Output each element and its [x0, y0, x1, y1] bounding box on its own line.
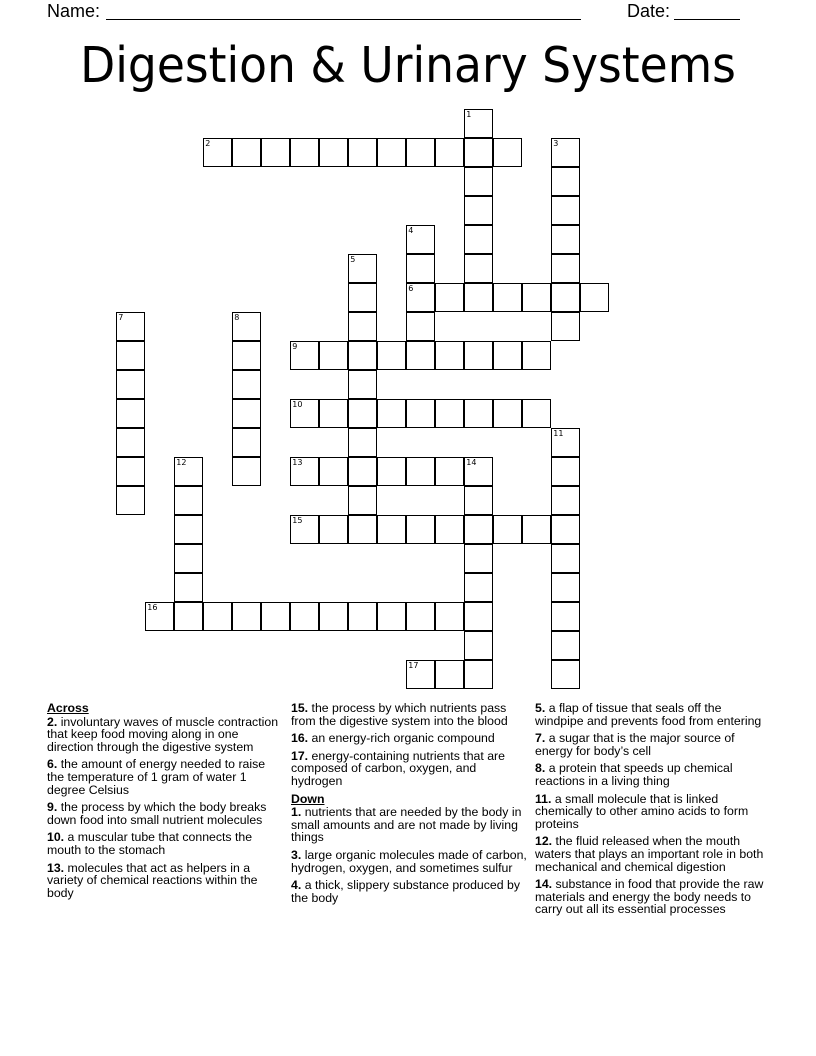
grid-cell[interactable]: [145, 602, 174, 631]
clue-num: 17.: [291, 748, 309, 763]
clue-number: 8: [234, 313, 240, 323]
clue-text: an energy-rich organic compound: [311, 731, 495, 746]
clue-num: 13.: [47, 860, 65, 875]
grid-cell[interactable]: [464, 515, 493, 544]
clue-num: 3.: [291, 847, 302, 862]
clue-num: 11.: [535, 791, 552, 806]
grid-cell[interactable]: [319, 457, 348, 486]
grid-cell[interactable]: [406, 341, 435, 370]
across-clue: [291, 750, 529, 788]
grid-cell[interactable]: [232, 138, 261, 167]
grid-cell[interactable]: [348, 370, 377, 399]
grid-cell[interactable]: [348, 283, 377, 312]
grid-cell[interactable]: [464, 631, 493, 660]
grid-cell[interactable]: [319, 602, 348, 631]
down-clue: [291, 879, 529, 904]
grid-cell[interactable]: [116, 370, 145, 399]
clue-text: the fluid released when the mouth waters that plays an important role in both mechanical and chemical digestion: [535, 834, 764, 874]
clues-column-3: [535, 702, 773, 921]
grid-cell[interactable]: [261, 602, 290, 631]
grid-cell[interactable]: [551, 515, 580, 544]
grid-cell[interactable]: [464, 602, 493, 631]
grid-cell[interactable]: [406, 283, 435, 312]
grid-cell[interactable]: [319, 341, 348, 370]
clue-number: 3: [553, 139, 559, 149]
clue-number: 14: [466, 458, 477, 468]
grid-cell[interactable]: [551, 631, 580, 660]
clue-number: 6: [408, 284, 414, 294]
down-clue: [535, 878, 773, 916]
grid-cell[interactable]: [290, 138, 319, 167]
grid-cell[interactable]: [464, 109, 493, 138]
grid-cell[interactable]: [290, 341, 319, 370]
grid-cell[interactable]: [174, 602, 203, 631]
grid-cell[interactable]: [464, 544, 493, 573]
clue-text: nutrients that are needed by the body in small amounts and are not made by living things: [291, 805, 522, 845]
grid-cell[interactable]: [522, 399, 551, 428]
grid-cell[interactable]: [116, 428, 145, 457]
grid-cell[interactable]: [232, 602, 261, 631]
grid-cell[interactable]: [348, 312, 377, 341]
clue-text: a protein that speeds up chemical reactions in a living thing: [535, 761, 733, 788]
grid-cell[interactable]: [464, 341, 493, 370]
grid-cell[interactable]: [406, 254, 435, 283]
grid-cell[interactable]: [551, 660, 580, 689]
down-clue: [535, 835, 773, 873]
grid-cell[interactable]: [174, 573, 203, 602]
down-clue: [291, 806, 529, 844]
grid-cell[interactable]: [435, 399, 464, 428]
grid-cell[interactable]: [406, 138, 435, 167]
clue-number: 10: [292, 400, 303, 410]
grid-cell[interactable]: [406, 225, 435, 254]
clue-text: a small molecule that is linked chemically to other amino acids to form proteins: [535, 791, 749, 831]
grid-cell[interactable]: [551, 283, 580, 312]
grid-cell[interactable]: [319, 399, 348, 428]
grid-cell[interactable]: [203, 602, 232, 631]
clue-num: 5.: [535, 701, 546, 715]
grid-cell[interactable]: [522, 283, 551, 312]
grid-cell[interactable]: [464, 486, 493, 515]
across-clue: [47, 862, 285, 900]
grid-cell[interactable]: [406, 515, 435, 544]
grid-cell[interactable]: [493, 515, 522, 544]
clue-num: 10.: [47, 830, 65, 845]
clue-number: 12: [176, 458, 187, 468]
grid-cell[interactable]: [406, 602, 435, 631]
grid-cell[interactable]: [174, 486, 203, 515]
grid-cell[interactable]: [116, 341, 145, 370]
grid-cell[interactable]: [319, 515, 348, 544]
grid-cell[interactable]: [551, 602, 580, 631]
grid-cell[interactable]: [203, 138, 232, 167]
grid-cell[interactable]: [377, 138, 406, 167]
clue-text: substance in food that provide the raw materials and energy the body needs to carry out all its essential processes: [535, 877, 764, 917]
grid-cell[interactable]: [464, 660, 493, 689]
grid-cell[interactable]: [551, 486, 580, 515]
name-label: Name:: [47, 1, 101, 21]
clue-text: a sugar that is the major source of energy for body’s cell: [535, 731, 735, 758]
date-label: Date:: [627, 1, 671, 21]
clue-num: 9.: [47, 800, 58, 815]
grid-cell[interactable]: [319, 138, 348, 167]
grid-cell[interactable]: [232, 428, 261, 457]
across-clue: [47, 801, 285, 826]
clues-column-2: [291, 702, 529, 909]
grid-cell[interactable]: [377, 399, 406, 428]
grid-cell[interactable]: [580, 283, 609, 312]
clue-num: 7.: [535, 731, 546, 746]
across-clue: [47, 758, 285, 796]
grid-cell[interactable]: [116, 457, 145, 486]
grid-cell[interactable]: [406, 399, 435, 428]
grid-cell[interactable]: [348, 341, 377, 370]
clue-number: 11: [553, 429, 564, 439]
grid-cell[interactable]: [493, 283, 522, 312]
grid-cell[interactable]: [464, 167, 493, 196]
grid-cell[interactable]: [348, 254, 377, 283]
grid-cell[interactable]: [377, 457, 406, 486]
grid-cell[interactable]: [464, 254, 493, 283]
clues-column-1: [47, 702, 285, 904]
grid-cell[interactable]: [435, 457, 464, 486]
clue-text: the process by which the body breaks down food into small nutrient molecules: [47, 800, 267, 827]
across-clue: [47, 831, 285, 856]
grid-cell[interactable]: [551, 196, 580, 225]
grid-cell[interactable]: [348, 428, 377, 457]
grid-cell[interactable]: [377, 341, 406, 370]
clue-num: 16.: [291, 731, 309, 746]
grid-cell[interactable]: [406, 457, 435, 486]
clue-number: 9: [292, 342, 298, 352]
grid-cell[interactable]: [116, 486, 145, 515]
grid-cell[interactable]: [406, 660, 435, 689]
grid-cell[interactable]: [551, 254, 580, 283]
grid-cell[interactable]: [174, 515, 203, 544]
grid-cell[interactable]: [232, 399, 261, 428]
grid-cell[interactable]: [435, 660, 464, 689]
grid-cell[interactable]: [464, 457, 493, 486]
clue-text: molecules that act as helpers in a variety of chemical reactions within the body: [47, 860, 258, 900]
clue-number: 4: [408, 226, 414, 236]
grid-cell[interactable]: [261, 138, 290, 167]
grid-cell[interactable]: [348, 486, 377, 515]
across-clue: [47, 716, 285, 754]
down-clue: [535, 732, 773, 757]
grid-cell[interactable]: [348, 602, 377, 631]
clue-text: the process by which nutrients pass from the digestive system into the blood: [291, 701, 508, 728]
grid-cell[interactable]: [290, 457, 319, 486]
grid-cell[interactable]: [116, 399, 145, 428]
grid-cell[interactable]: [464, 573, 493, 602]
grid-cell[interactable]: [232, 370, 261, 399]
grid-cell[interactable]: [435, 602, 464, 631]
clue-number: 17: [408, 661, 419, 671]
grid-cell[interactable]: [464, 283, 493, 312]
clue-number: 15: [292, 516, 303, 526]
clue-text: a thick, slippery substance produced by the body: [291, 878, 521, 905]
grid-cell[interactable]: [435, 138, 464, 167]
grid-cell[interactable]: [348, 457, 377, 486]
grid-cell[interactable]: [174, 457, 203, 486]
clue-num: 2.: [47, 714, 58, 729]
clue-text: the amount of energy needed to raise the temperature of 1 gram of water 1 degree Celsius: [47, 757, 266, 797]
clue-text: energy-containing nutrients that are composed of carbon, oxygen, and hydrogen: [291, 748, 505, 788]
grid-cell[interactable]: [348, 515, 377, 544]
across-heading: Across: [47, 701, 89, 715]
grid-cell[interactable]: [464, 196, 493, 225]
grid-cell[interactable]: [348, 399, 377, 428]
clue-number: 2: [205, 139, 211, 149]
clue-text: involuntary waves of muscle contraction that keep food moving along in one direction through the digestive system: [47, 714, 279, 754]
grid-cell[interactable]: [551, 312, 580, 341]
grid-cell[interactable]: [551, 167, 580, 196]
clue-number: 7: [118, 313, 124, 323]
clue-num: 4.: [291, 878, 302, 893]
grid-cell[interactable]: [551, 428, 580, 457]
clue-number: 13: [292, 458, 303, 468]
clue-text: a muscular tube that connects the mouth to the stomach: [47, 830, 253, 857]
grid-cell[interactable]: [232, 312, 261, 341]
grid-cell[interactable]: [551, 138, 580, 167]
grid-cell[interactable]: [522, 341, 551, 370]
grid-cell[interactable]: [116, 312, 145, 341]
grid-cell[interactable]: [232, 341, 261, 370]
grid-cell[interactable]: [493, 399, 522, 428]
grid-cell[interactable]: [522, 515, 551, 544]
down-clue: [535, 793, 773, 831]
grid-cell[interactable]: [551, 573, 580, 602]
grid-cell[interactable]: [464, 399, 493, 428]
grid-cell[interactable]: [348, 138, 377, 167]
page-title: Digestion & Urinary Systems: [80, 37, 736, 94]
grid-cell[interactable]: [232, 457, 261, 486]
clue-num: 1.: [291, 805, 302, 820]
grid-cell[interactable]: [435, 515, 464, 544]
clue-number: 5: [350, 255, 356, 265]
clue-number: 16: [147, 603, 158, 613]
grid-cell[interactable]: [464, 138, 493, 167]
grid-cell[interactable]: [435, 283, 464, 312]
down-clue: [291, 849, 529, 874]
grid-cell[interactable]: [435, 341, 464, 370]
grid-cell[interactable]: [464, 225, 493, 254]
clue-num: 12.: [535, 834, 553, 849]
grid-cell[interactable]: [377, 515, 406, 544]
down-clue: [535, 702, 773, 727]
clue-num: 15.: [291, 701, 309, 715]
grid-cell[interactable]: [377, 602, 406, 631]
grid-cell[interactable]: [290, 399, 319, 428]
grid-cell[interactable]: [551, 225, 580, 254]
clue-num: 8.: [535, 761, 546, 776]
grid-cell[interactable]: [406, 312, 435, 341]
clue-text: a flap of tissue that seals off the windpipe and prevents food from entering: [535, 701, 762, 728]
grid-cell[interactable]: [493, 341, 522, 370]
grid-cell[interactable]: [174, 544, 203, 573]
down-heading: Down: [291, 791, 325, 806]
down-clue: [535, 762, 773, 787]
grid-cell[interactable]: [493, 138, 522, 167]
grid-cell[interactable]: [551, 544, 580, 573]
grid-cell[interactable]: [290, 602, 319, 631]
across-clue: [291, 732, 529, 745]
clue-text: large organic molecules made of carbon, hydrogen, oxygen, and sometimes sulfur: [291, 847, 527, 875]
clue-num: 14.: [535, 877, 553, 892]
across-clue: [291, 702, 529, 727]
clue-num: 6.: [47, 757, 58, 772]
clue-number: 1: [466, 110, 472, 120]
grid-cell[interactable]: [551, 457, 580, 486]
grid-cell[interactable]: [290, 515, 319, 544]
